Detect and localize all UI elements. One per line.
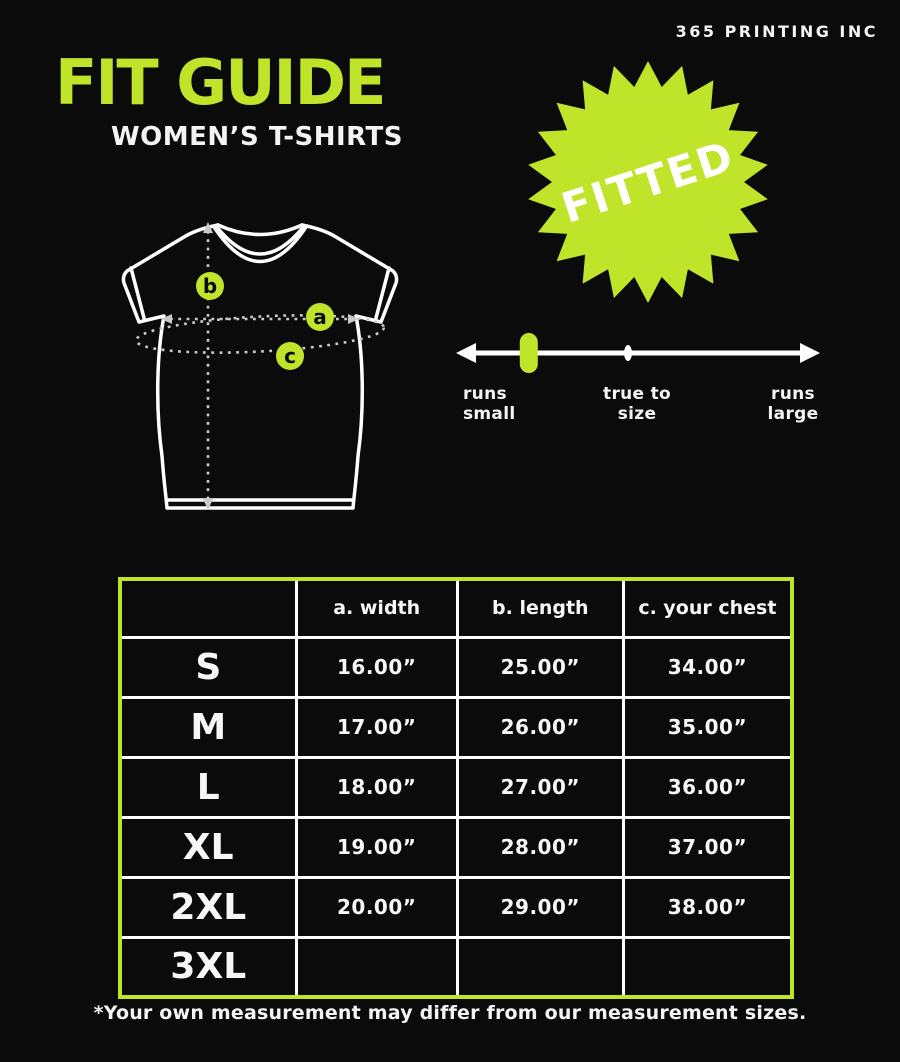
fitted-badge-label: FITTED [555,131,741,233]
tshirt-outline [123,225,396,508]
length-column-header: b. length [457,579,623,637]
length-value: 27.00” [457,757,623,817]
chest-value [623,937,792,997]
marker-b-label: b [202,274,218,298]
width-value: 17.00” [296,697,457,757]
page-title: FIT GUIDE [55,46,385,119]
width-value: 19.00” [296,817,457,877]
chest-column-header: c. your chest [623,579,792,637]
length-value [457,937,623,997]
size-label: 2XL [120,877,296,937]
length-value: 29.00” [457,877,623,937]
measurement-disclaimer: *Your own measurement may differ from our measurement sizes. [93,1002,807,1024]
fit-scale [448,322,828,432]
marker-a [306,303,334,331]
marker-c-label: c [284,344,296,368]
brand-name: 365 PRINTING INC [675,22,878,41]
size-label: L [120,757,296,817]
size-row-xl [120,817,792,877]
runs-large-label: runs large [767,384,819,424]
size-table [118,577,794,999]
marker-b [196,272,224,300]
width-value: 20.00” [296,877,457,937]
tshirt-diagram-svg [100,198,420,528]
marker-c [276,342,304,370]
fit-scale-svg [448,322,828,384]
size-row-m [120,697,792,757]
fitted-badge-svg [524,58,772,306]
width-column-header: a. width [296,579,457,637]
length-value: 28.00” [457,817,623,877]
fit-scale-arrow-right [800,343,820,363]
size-row-3xl [120,937,792,997]
size-label: M [120,697,296,757]
width-value [296,937,457,997]
fit-scale-marker [520,333,538,373]
size-row-2xl [120,877,792,937]
size-column-header [120,579,296,637]
size-label: S [120,637,296,697]
chest-value: 36.00” [623,757,792,817]
size-table-header-row [120,579,792,637]
fit-scale-labels [448,384,828,430]
marker-a-label: a [313,305,327,329]
chest-value: 37.00” [623,817,792,877]
width-value: 16.00” [296,637,457,697]
size-row-l [120,757,792,817]
size-label: XL [120,817,296,877]
tshirt-measurement-diagram [100,198,420,528]
page-subtitle: WOMEN’S T-SHIRTS [110,122,403,152]
length-value: 26.00” [457,697,623,757]
true-to-size-tick [624,345,632,361]
collar-back-line [218,225,302,235]
chest-value: 34.00” [623,637,792,697]
true-to-size-label: true to size [603,384,671,424]
length-value: 25.00” [457,637,623,697]
size-row-s [120,637,792,697]
chest-value: 38.00” [623,877,792,937]
width-value: 18.00” [296,757,457,817]
fitted-badge [524,58,772,306]
chest-measure-ellipse [135,310,384,358]
runs-small-label: runs small [463,384,516,424]
fit-scale-arrow-left [456,343,476,363]
collar-band-inner [214,227,306,262]
size-label: 3XL [120,937,296,997]
chest-value: 35.00” [623,697,792,757]
